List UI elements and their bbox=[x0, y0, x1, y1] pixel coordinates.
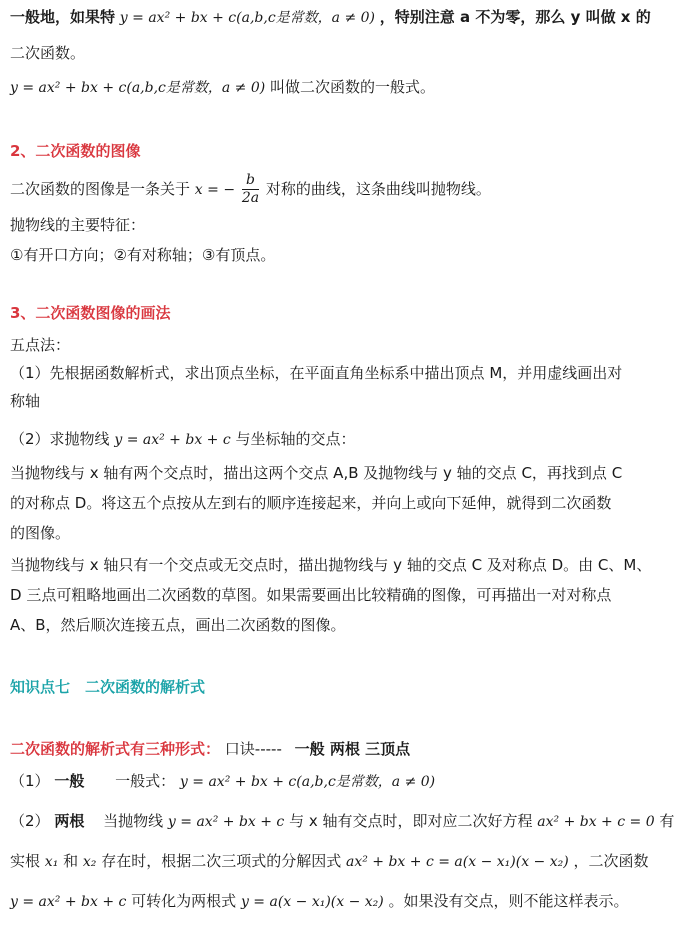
p1-text: 二次函数。 bbox=[10, 44, 86, 62]
f1-index: （1） bbox=[10, 772, 50, 790]
parabola-formula: y = ax² + bx + c bbox=[114, 432, 231, 448]
fraction-numerator: b bbox=[242, 172, 259, 190]
s3-line7: 的图像。 bbox=[10, 524, 71, 542]
section3-heading: 3、二次函数图像的画法 bbox=[10, 304, 171, 322]
f2-line3 bbox=[10, 890, 629, 913]
f2-text: 和 bbox=[63, 852, 79, 870]
s3-line9: D 三点可粗略地画出二次函数的草图。如果需要画出比较精确的图像，可再描出一对对称点 bbox=[10, 586, 612, 604]
s3-line4 bbox=[10, 428, 355, 451]
f1-label: 一般式： bbox=[115, 772, 176, 790]
two-roots-form-formula: y = a(x − x₁)(x − x₂) bbox=[240, 894, 384, 910]
mnemonic-label: 口诀----- bbox=[224, 740, 282, 758]
f2-line2 bbox=[10, 850, 649, 873]
f2-text: 有 bbox=[659, 812, 674, 830]
p1-text: 一般地，如果特 bbox=[10, 8, 116, 26]
s3-line3: 称轴 bbox=[10, 392, 41, 410]
fraction-b-over-2a bbox=[242, 172, 259, 207]
f1-line bbox=[10, 770, 435, 793]
factorization-formula: ax² + bx + c = a(x − x₁)(x − x₂) bbox=[345, 854, 569, 870]
f2-text: 与 x 轴有交点时，即对应二次好方程 bbox=[289, 812, 533, 830]
s3-line1: 五点法： bbox=[10, 336, 71, 354]
p2-text: 叫做二次函数的一般式。 bbox=[270, 78, 436, 96]
f2-name: 两根 bbox=[54, 812, 85, 830]
general-form-formula: y = ax² + bx + c(a,b,c是常数，a ≠ 0) bbox=[119, 10, 376, 26]
s3-text: （2）求抛物线 bbox=[10, 430, 110, 448]
p1-line1 bbox=[10, 6, 651, 29]
general-form-formula: y = ax² + bx + c(a,b,c是常数，a ≠ 0) bbox=[10, 80, 266, 96]
s3-line5: 当抛物线与 x 轴有两个交点时，描出这两个交点 A,B 及抛物线与 y 轴的交点 C，再找到点 C bbox=[10, 464, 623, 482]
parabola-formula: y = ax² + bx + c bbox=[167, 814, 285, 830]
f2-text: 存在时，根据二次三项式的分解因式 bbox=[101, 852, 342, 870]
s3-line8: 当抛物线与 x 轴只有一个交点或无交点时，描出抛物线与 y 轴的交点 C 及对称点 D。由 C、M、 bbox=[10, 556, 652, 574]
f2-index: （2） bbox=[10, 812, 50, 830]
f2-text: 当抛物线 bbox=[103, 812, 164, 830]
root-x1: x₁ bbox=[44, 854, 59, 870]
s3-line2: （1）先根据函数解析式，求出顶点坐标，在平面直角坐标系中描出顶点 M，并用虚线画出对 bbox=[10, 364, 623, 382]
s2-line1 bbox=[10, 172, 491, 207]
f2-text: 。如果没有交点，则不能这样表示。 bbox=[388, 892, 629, 910]
knowledge-point-7-heading: 知识点七 二次函数的解析式 bbox=[10, 678, 206, 696]
s2-line2: 抛物线的主要特征： bbox=[10, 216, 146, 234]
root-x2: x₂ bbox=[82, 854, 97, 870]
parabola-formula: y = ax² + bx + c bbox=[10, 894, 127, 910]
f2-text: 实根 bbox=[10, 852, 41, 870]
mnemonic-text: 一般 两根 三顶点 bbox=[294, 740, 411, 758]
f2-text: ，二次函数 bbox=[573, 852, 649, 870]
p1-text: ，特别注意 a 不为零，那么 y 叫做 x 的 bbox=[379, 8, 651, 26]
p1-line2 bbox=[10, 42, 85, 64]
fraction-denominator: 2a bbox=[241, 190, 260, 206]
f2-line1 bbox=[10, 810, 674, 833]
s2-line3: ①有开口方向；②有对称轴；③有顶点。 bbox=[10, 246, 276, 264]
quadratic-equation: ax² + bx + c = 0 bbox=[537, 814, 655, 830]
p2-line bbox=[10, 76, 435, 99]
s3-text: 与坐标轴的交点： bbox=[235, 430, 356, 448]
s3-line10: A、B，然后顺次连接五点，画出二次函数的图像。 bbox=[10, 616, 346, 634]
forms-line bbox=[10, 738, 410, 760]
general-form-formula: y = ax² + bx + c(a,b,c是常数，a ≠ 0) bbox=[179, 774, 436, 790]
f1-name: 一般 bbox=[54, 772, 85, 790]
forms-title: 二次函数的解析式有三种形式： bbox=[10, 740, 221, 758]
section2-heading: 2、二次函数的图像 bbox=[10, 142, 141, 160]
s3-line6: 的对称点 D。将这五个点按从左到右的顺序连接起来，并向上或向下延伸，就得到二次函数 bbox=[10, 494, 612, 512]
f2-text: 可转化为两根式 bbox=[131, 892, 237, 910]
s2-text: 对称的曲线，这条曲线叫抛物线。 bbox=[265, 180, 491, 198]
s2-text: 二次函数的图像是一条关于 bbox=[10, 180, 191, 198]
axis-equation: x = − bbox=[194, 182, 236, 198]
